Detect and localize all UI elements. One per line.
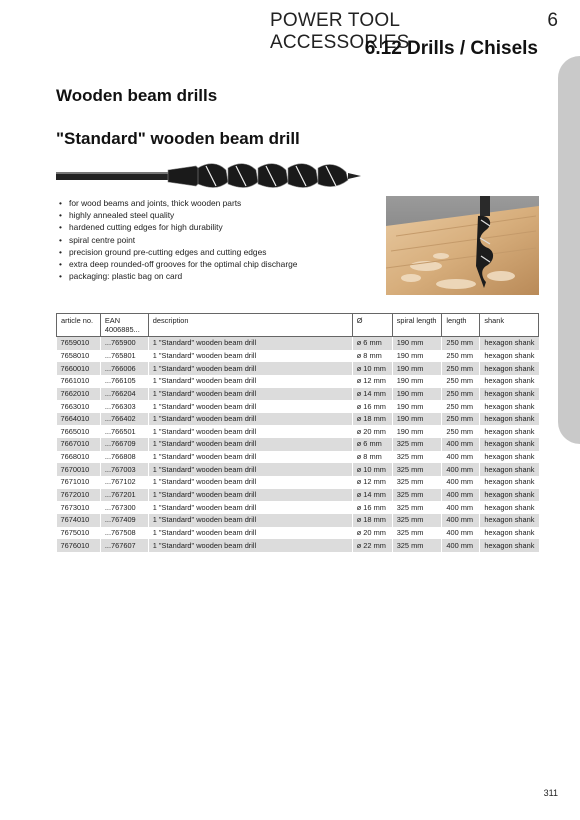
- table-cell: 190 mm: [392, 337, 442, 350]
- table-row: [57, 350, 539, 363]
- category-title: Wooden beam drills: [56, 86, 218, 105]
- table-cell: hexagon shank: [480, 413, 539, 426]
- table-cell: 7672010: [57, 489, 101, 502]
- table-cell: 1 "Standard" wooden beam drill: [148, 350, 352, 363]
- table-cell: 7658010: [57, 350, 101, 363]
- table-cell: ...766204: [100, 388, 148, 401]
- table-cell: 250 mm: [442, 413, 480, 426]
- table-cell: 7671010: [57, 476, 101, 489]
- table-cell: 7663010: [57, 400, 101, 413]
- table-cell: 190 mm: [392, 350, 442, 363]
- table-row: [57, 539, 539, 552]
- table-row: [57, 388, 539, 401]
- table-cell: ...766402: [100, 413, 148, 426]
- table-cell: hexagon shank: [480, 463, 539, 476]
- table-cell: 1 "Standard" wooden beam drill: [148, 362, 352, 375]
- table-cell: 7664010: [57, 413, 101, 426]
- table-row: [57, 463, 539, 476]
- table-cell: 7659010: [57, 337, 101, 350]
- table-cell: hexagon shank: [480, 514, 539, 527]
- table-cell: 250 mm: [442, 400, 480, 413]
- table-cell: 325 mm: [392, 451, 442, 464]
- table-row: [57, 425, 539, 438]
- feature-item: • packaging: plastic bag on card: [56, 270, 297, 282]
- table-cell: hexagon shank: [480, 489, 539, 502]
- table-header-row: [57, 314, 539, 337]
- table-cell: ...767102: [100, 476, 148, 489]
- table-cell: 190 mm: [392, 388, 442, 401]
- table-cell: 400 mm: [442, 539, 480, 552]
- table-cell: 1 "Standard" wooden beam drill: [148, 501, 352, 514]
- table-cell: 325 mm: [392, 527, 442, 540]
- table-cell: 1 "Standard" wooden beam drill: [148, 425, 352, 438]
- table-cell: ø 8 mm: [352, 350, 392, 363]
- table-cell: 250 mm: [442, 388, 480, 401]
- table-cell: ø 20 mm: [352, 527, 392, 540]
- feature-item: • for wood beams and joints, thick wooden parts: [56, 197, 297, 209]
- table-row: [57, 362, 539, 375]
- chapter-number: 6: [547, 10, 558, 31]
- table-cell: 190 mm: [392, 362, 442, 375]
- table-cell: ...766303: [100, 400, 148, 413]
- table-cell: ...765900: [100, 337, 148, 350]
- table-cell: 7667010: [57, 438, 101, 451]
- column-header: EAN 4006885...: [100, 314, 148, 337]
- table-cell: 7662010: [57, 388, 101, 401]
- table-cell: 325 mm: [392, 514, 442, 527]
- table-cell: 190 mm: [392, 413, 442, 426]
- table-cell: ...767201: [100, 489, 148, 502]
- table-cell: 1 "Standard" wooden beam drill: [148, 375, 352, 388]
- table-cell: 400 mm: [442, 463, 480, 476]
- table-cell: 190 mm: [392, 375, 442, 388]
- table-cell: hexagon shank: [484, 350, 535, 360]
- table-cell: 1 "Standard" wooden beam drill: [148, 337, 352, 350]
- table-cell: ø 18 mm: [352, 514, 392, 527]
- table-cell: 1 "Standard" wooden beam drill: [148, 400, 352, 413]
- table-cell: 7673010: [57, 501, 101, 514]
- table-cell: ø 22 mm: [352, 539, 392, 552]
- page-number: 311: [543, 788, 558, 798]
- table-cell: hexagon shank: [480, 337, 539, 350]
- table-cell: hexagon shank: [480, 438, 539, 451]
- column-header: description: [148, 314, 352, 337]
- feature-item: • precision ground pre-cutting edges and cutting edges: [56, 246, 297, 258]
- table-cell: 1 "Standard" wooden beam drill: [148, 413, 352, 426]
- table-cell: ...767300: [100, 501, 148, 514]
- table-cell: ...767607: [100, 539, 148, 552]
- table-cell: 1 "Standard" wooden beam drill: [148, 514, 352, 527]
- table-row: [57, 438, 539, 451]
- table-cell: hexagon shank: [484, 502, 535, 512]
- product-photo: [386, 196, 539, 295]
- table-cell: ø 8 mm: [352, 451, 392, 464]
- table-cell: ø 10 mm: [352, 362, 392, 375]
- table-cell: ø 10 mm: [352, 463, 392, 476]
- table-cell: 250 mm: [442, 337, 480, 350]
- table-cell: 7665010: [57, 425, 101, 438]
- table-cell: 1 "Standard" wooden beam drill: [148, 539, 352, 552]
- column-header: length: [442, 314, 480, 337]
- table-cell: 7670010: [57, 463, 101, 476]
- table-cell: hexagon shank: [480, 539, 539, 552]
- table-cell: ...766006: [100, 362, 148, 375]
- table-cell: 250 mm: [442, 362, 480, 375]
- table-cell: ø 20 mm: [352, 425, 392, 438]
- table-cell: 1 "Standard" wooden beam drill: [148, 388, 352, 401]
- table-cell: ø 12 mm: [352, 375, 392, 388]
- subsection-title: 6.12 Drills / Chisels: [364, 38, 538, 59]
- table-cell: ø 16 mm: [352, 501, 392, 514]
- column-header: Ø: [352, 314, 392, 337]
- table-cell: 1 "Standard" wooden beam drill: [148, 527, 352, 540]
- table-cell: ø 12 mm: [352, 476, 392, 489]
- table-cell: ...766808: [100, 451, 148, 464]
- column-header: shank: [480, 314, 539, 337]
- table-cell: 400 mm: [442, 476, 480, 489]
- table-cell: hexagon shank: [484, 452, 535, 462]
- table-cell: 190 mm: [392, 425, 442, 438]
- table-row: [57, 413, 539, 426]
- table-cell: 250 mm: [442, 375, 480, 388]
- table-cell: hexagon shank: [484, 401, 535, 411]
- table-cell: 7674010: [57, 514, 101, 527]
- table-cell: 250 mm: [442, 350, 480, 363]
- table-row: [57, 476, 539, 489]
- table-cell: 1 "Standard" wooden beam drill: [148, 489, 352, 502]
- feature-item: • spiral centre point: [56, 234, 297, 246]
- table-row: [57, 375, 539, 388]
- table-cell: 190 mm: [392, 400, 442, 413]
- table-cell: hexagon shank: [484, 426, 535, 436]
- table-row: [57, 489, 539, 502]
- table-cell: 7661010: [57, 375, 101, 388]
- table-cell: 7668010: [57, 451, 101, 464]
- chapter-side-tab: [558, 56, 580, 444]
- feature-item: • highly annealed steel quality: [56, 209, 297, 221]
- table-cell: ø 6 mm: [352, 337, 392, 350]
- table-cell: ...767003: [100, 463, 148, 476]
- table-cell: 7660010: [57, 362, 101, 375]
- table-cell: ...766501: [100, 425, 148, 438]
- table-cell: hexagon shank: [484, 376, 535, 386]
- column-header: spiral length: [392, 314, 442, 337]
- table-cell: ø 14 mm: [352, 388, 392, 401]
- table-cell: ...765801: [100, 350, 148, 363]
- section-title: POWER TOOL ACCESSORIES: [270, 10, 410, 53]
- table-row: [57, 527, 539, 540]
- product-table: [56, 313, 539, 552]
- table-row: [57, 337, 539, 350]
- table-cell: 400 mm: [442, 514, 480, 527]
- feature-list: [56, 197, 297, 282]
- table-cell: 1 "Standard" wooden beam drill: [148, 463, 352, 476]
- table-row: [57, 400, 539, 413]
- table-cell: 325 mm: [392, 539, 442, 552]
- table-cell: ø 14 mm: [352, 489, 392, 502]
- table-row: [57, 501, 539, 514]
- table-cell: hexagon shank: [480, 362, 539, 375]
- table-cell: ø 16 mm: [352, 400, 392, 413]
- table-row: [57, 514, 539, 527]
- feature-item: • extra deep rounded-off grooves for the optimal chip discharge: [56, 258, 297, 270]
- table-cell: ø 6 mm: [352, 438, 392, 451]
- table-cell: ...767508: [100, 527, 148, 540]
- table-cell: ø 18 mm: [352, 413, 392, 426]
- table-cell: hexagon shank: [484, 527, 535, 537]
- table-cell: 325 mm: [392, 489, 442, 502]
- table-cell: 325 mm: [392, 476, 442, 489]
- table-cell: 400 mm: [442, 501, 480, 514]
- table-cell: 7675010: [57, 527, 101, 540]
- product-title: "Standard" wooden beam drill: [56, 129, 300, 148]
- feature-item: • hardened cutting edges for high durability: [56, 221, 297, 233]
- table-cell: 325 mm: [392, 463, 442, 476]
- table-row: [57, 451, 539, 464]
- table-cell: ...766105: [100, 375, 148, 388]
- table-cell: hexagon shank: [484, 477, 535, 487]
- table-cell: 325 mm: [392, 438, 442, 451]
- table-cell: hexagon shank: [480, 388, 539, 401]
- table-cell: 325 mm: [392, 501, 442, 514]
- drill-illustration: [56, 162, 361, 190]
- table-cell: 400 mm: [442, 527, 480, 540]
- table-cell: 250 mm: [442, 425, 480, 438]
- table-cell: 400 mm: [442, 489, 480, 502]
- table-cell: 7676010: [57, 539, 101, 552]
- table-cell: ...767409: [100, 514, 148, 527]
- table-cell: 1 "Standard" wooden beam drill: [148, 438, 352, 451]
- table-cell: 1 "Standard" wooden beam drill: [148, 476, 352, 489]
- table-cell: 400 mm: [442, 438, 480, 451]
- table-cell: 1 "Standard" wooden beam drill: [148, 451, 352, 464]
- table-cell: 400 mm: [442, 451, 480, 464]
- table-cell: ...766709: [100, 438, 148, 451]
- column-header: article no.: [57, 314, 101, 337]
